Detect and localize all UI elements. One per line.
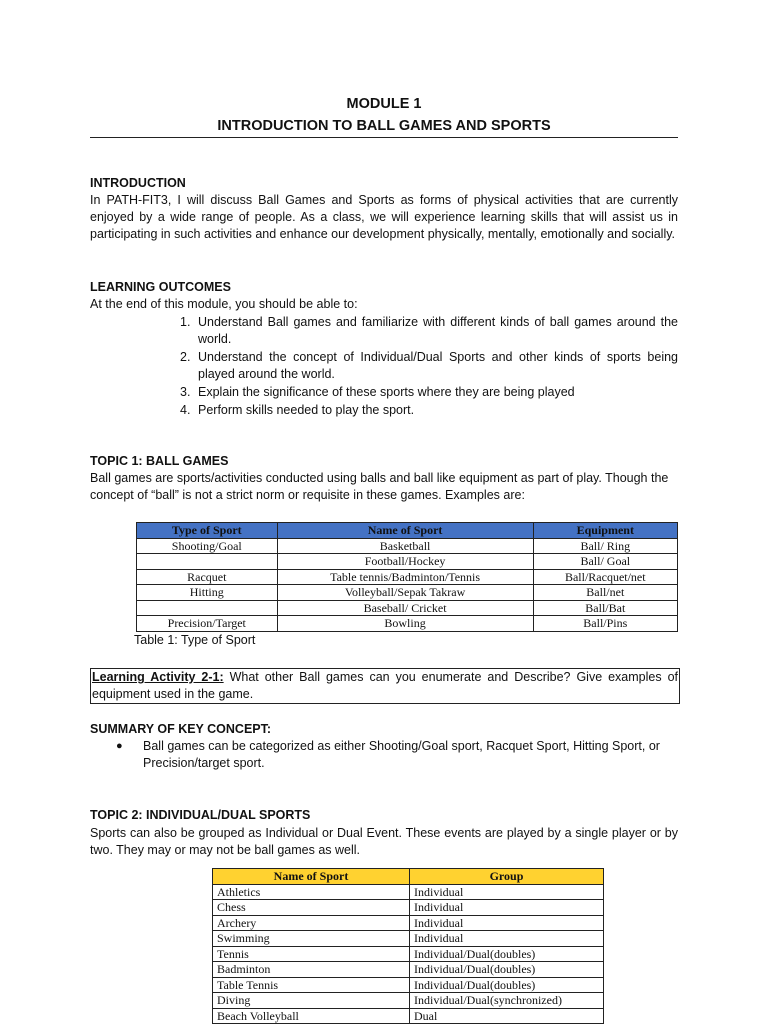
table-row: Tennis Individual/Dual(doubles) bbox=[213, 946, 604, 962]
topic1-text: Ball games are sports/activities conducted using balls and ball like equipment as part of play. Though the concept of “ball” is not a strict norm or requisite in these games. Examples are: bbox=[90, 471, 669, 502]
outcome-item: 2. Understand the concept of Individual/Dual Sports and other kinds of sports being played around the world. bbox=[180, 350, 678, 381]
table-row: Shooting/Goal Basketball Ball/ Ring bbox=[137, 538, 678, 554]
module-subtitle: INTRODUCTION TO BALL GAMES AND SPORTS bbox=[217, 118, 551, 134]
introduction-text: In PATH-FIT3, I will discuss Ball Games and Sports as forms of physical activities that are currently enjoyed by a wide range of people. As a class, we will experience learning skills that will assist us in participating in such activities and enhance our development physically, mentally, emotionally and socially. bbox=[90, 193, 678, 241]
outcomes-list bbox=[180, 314, 678, 420]
summary-heading: SUMMARY OF KEY CONCEPT: bbox=[90, 722, 272, 736]
table-row: Hitting Volleyball/Sepak Takraw Ball/net bbox=[137, 585, 678, 601]
table-header-row: Name of Sport Group bbox=[213, 869, 604, 885]
title-divider bbox=[90, 137, 678, 138]
topic1-heading: TOPIC 1: BALL GAMES bbox=[90, 454, 229, 468]
learning-activity-label: Learning Activity 2-1: bbox=[92, 670, 224, 684]
summary-bullet bbox=[116, 738, 678, 772]
table-row: Baseball/ Cricket Ball/Bat bbox=[137, 600, 678, 616]
introduction-heading: INTRODUCTION bbox=[90, 176, 186, 190]
topic2-heading: TOPIC 2: INDIVIDUAL/DUAL SPORTS bbox=[90, 808, 311, 822]
outcome-item: 4. Perform skills needed to play the sport. bbox=[180, 403, 415, 417]
table-row: Beach Volleyball Dual bbox=[213, 1008, 604, 1024]
bullet-icon: ● bbox=[116, 740, 123, 752]
table-row: Diving Individual/Dual(synchronized) bbox=[213, 993, 604, 1009]
table-caption: Table 1: Type of Sport bbox=[134, 633, 256, 647]
table-row: Table Tennis Individual/Dual(doubles) bbox=[213, 977, 604, 993]
outcomes-lead: At the end of this module, you should be able to: bbox=[90, 297, 358, 311]
topic2-text: Sports can also be grouped as Individual or Dual Event. These events are played by a single player or by two. They may or may not be ball games as well. bbox=[90, 826, 678, 857]
learning-activity-box bbox=[90, 668, 680, 704]
summary-bullet-text: Ball games can be categorized as either Shooting/Goal sport, Racquet Sport, Hitting Sport, or Precision/target sport. bbox=[143, 739, 660, 770]
learning-activity-text: What other Ball games can you enumerate and Describe? Give examples of equipment used in the game. bbox=[92, 670, 678, 701]
module-title: MODULE 1 bbox=[346, 96, 422, 112]
table-row: Archery Individual bbox=[213, 915, 604, 931]
table-row: Athletics Individual bbox=[213, 884, 604, 900]
table-row: Swimming Individual bbox=[213, 931, 604, 947]
table-row: Badminton Individual/Dual(doubles) bbox=[213, 962, 604, 978]
table-row: Football/Hockey Ball/ Goal bbox=[137, 554, 678, 570]
table-row: Chess Individual bbox=[213, 900, 604, 916]
table-row: Precision/Target Bowling Ball/Pins bbox=[137, 616, 678, 632]
outcome-item: 3. Explain the significance of these sports where they are being played bbox=[180, 385, 575, 399]
outcome-item: 1. Understand Ball games and familiarize with different kinds of ball games around the world. bbox=[180, 315, 678, 346]
outcomes-heading: LEARNING OUTCOMES bbox=[90, 280, 231, 294]
individual-dual-sports-table bbox=[212, 868, 604, 1024]
table-header-row: Type of Sport Name of Sport Equipment bbox=[137, 523, 678, 539]
table-row: Racquet Table tennis/Badminton/Tennis Ball/Racquet/net bbox=[137, 569, 678, 585]
ball-games-table bbox=[136, 522, 678, 632]
